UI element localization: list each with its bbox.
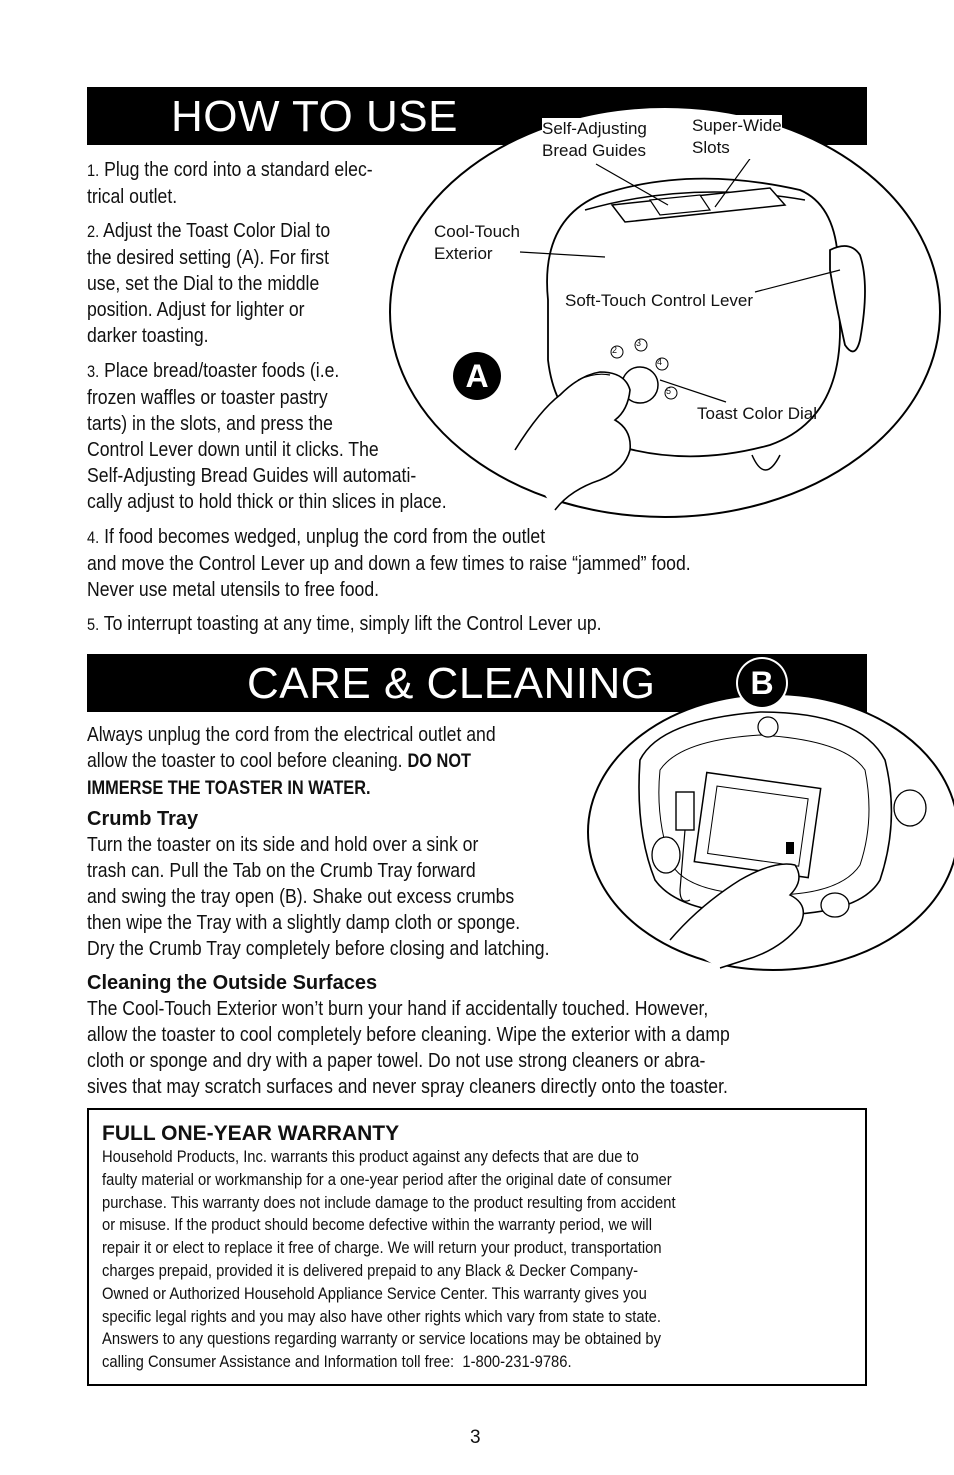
dial-number-3: 3	[636, 338, 642, 348]
warranty-text: Household Products, Inc. warrants this product against any defects that are due to faulty material or workmanship for a one-year period after the original date of consumer purchase. This warranty does not include damage to the product resulting from accident or misuse. If the product should become defective within the warranty period, we will repair it or elect to replace it free of charge. We will return your product, transportation charges prepaid, provided it is delivered prepaid to any Black & Decker Company- Owned or Authorized Household Appliance Service Center. This warranty gives you specific legal rights and you may also have other rights which vary from state to state. Answers to any questions regarding warranty or service locations may be obtained by calling Consumer Assistance and Information toll free: 1-800-231-9786.	[102, 1147, 676, 1372]
care-cleaning-title: CARE & CLEANING	[247, 659, 656, 708]
crumb-tray	[694, 773, 820, 878]
crumb-tray-text: Turn the toaster on its side and hold over a sink or trash can. Pull the Tab on the Crumb Tray forward and swing the tray open (B). Shake out excess crumbs then wipe the Tray with a slightly damp cloth or sponge. Dry the Crumb Tray completely before closing and latching.	[87, 833, 550, 960]
figure-a-badge: A	[465, 358, 489, 394]
care-intro-bold-1: DO NOT	[407, 751, 472, 772]
page-number: 3	[470, 1427, 481, 1448]
step-4-number: 4.	[87, 528, 100, 547]
step-1-text: Plug the cord into a standard elec- trical outlet.	[87, 158, 373, 208]
care-intro	[87, 722, 496, 802]
figure-b-badge: B	[750, 665, 774, 701]
care-intro-text: Always unplug the cord from the electrical outlet and allow the toaster to cool before cleaning.	[87, 723, 496, 772]
how-to-use-title: HOW TO USE	[171, 92, 458, 141]
step-1-number: 1.	[87, 161, 100, 180]
step-5-text: To interrupt toasting at any time, simply lift the Control Lever up.	[103, 612, 602, 635]
warranty-title: FULL ONE-YEAR WARRANTY	[102, 1122, 400, 1145]
outside-surfaces-heading: Cleaning the Outside Surfaces	[87, 972, 378, 994]
step-2-number: 2.	[87, 222, 100, 241]
label-control-lever: Soft-Touch Control Lever	[565, 291, 754, 310]
step-3-number: 3.	[87, 362, 100, 381]
dial-number-5: 5	[666, 386, 672, 396]
dial-number-4: 4	[657, 357, 663, 367]
label-bread-guides: Self-Adjusting Bread Guides	[542, 119, 647, 160]
crumb-tray-heading: Crumb Tray	[87, 808, 199, 830]
care-intro-bold-2: IMMERSE THE TOASTER IN WATER.	[87, 778, 371, 799]
dial-number-2: 2	[612, 345, 618, 355]
outside-surfaces-text: The Cool-Touch Exterior won’t burn your hand if accidentally touched. However, allow the toaster to cool completely before cleaning. Wipe the exterior with a damp cloth or sponge and dry with a paper towel. Do not use strong cleaners or abra- sives that may scratch surfaces and never spray cleaners directly onto the toaster.	[87, 997, 730, 1098]
label-toast-color-dial: Toast Color Dial	[697, 404, 817, 423]
step-5-number: 5.	[87, 615, 100, 634]
step-3-text: Place bread/toaster foods (i.e. frozen waffles or toaster pastry tarts) in the slots, and press the Control Lever down until it clicks. The Self-Adjusting Bread Guides will automati- cally adjust to hold thick or thin slices in place.	[87, 359, 447, 513]
label-cool-touch: Cool-Touch Exterior	[434, 222, 520, 263]
warranty-box	[87, 1108, 867, 1386]
step-4-text: If food becomes wedged, unplug the cord from the outlet and move the Control Lever up and down a few times to raise “jammed” food. Never use metal utensils to free food.	[87, 525, 691, 601]
step-2-text: Adjust the Toast Color Dial to the desired setting (A). For first use, set the Dial to the middle position. Adjust for lighter or darker toasting.	[87, 219, 331, 347]
label-wide-slots: Super-Wide Slots	[692, 116, 782, 157]
crumb-tray-tab	[676, 792, 694, 830]
